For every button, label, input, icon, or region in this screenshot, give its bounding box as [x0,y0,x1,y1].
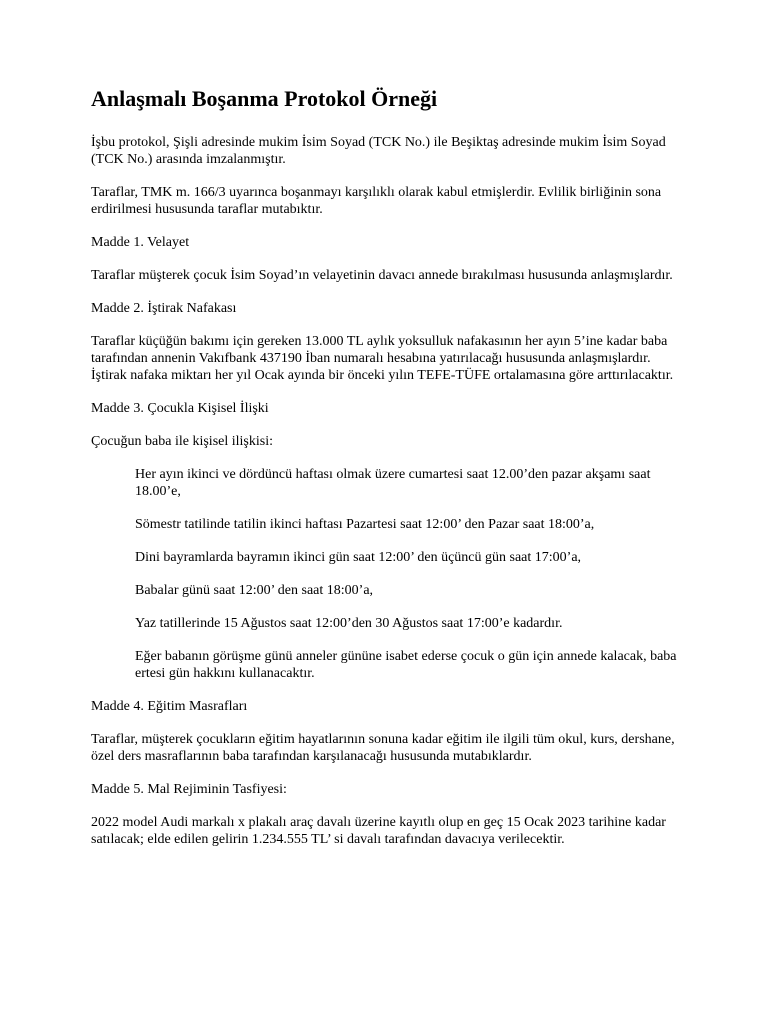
madde-5-heading: Madde 5. Mal Rejiminin Tasfiyesi: [91,782,287,797]
visitation-item: Eğer babanın görüşme günü anneler gününe isabet ederse çocuk o gün için annede kalacak, baba ertesi gün hakkını kullanacaktır. [135,649,677,681]
intro-paragraph: İşbu protokol, Şişli adresinde mukim İsim Soyad (TCK No.) ile Beşiktaş adresinde mukim İsim Soyad (TCK No.) arasında imzalanmıştır. [91,135,666,167]
document-page [91,84,681,864]
madde-2-heading: Madde 2. İştirak Nafakası [91,301,237,316]
madde-3-heading: Madde 3. Çocukla Kişisel İlişki [91,401,269,416]
visitation-item: Her ayın ikinci ve dördüncü haftası olmak üzere cumartesi saat 12.00’den pazar akşamı saat 18.00’e, [135,467,651,499]
madde-2-text: Taraflar küçüğün bakımı için gereken 13.000 TL aylık yoksulluk nafakasının her ayın 5’ine kadar baba tarafından annenin Vakıfbank 437190 İban numaralı hesabına yatırılacağı hususunda anlaşmışlardır. İştirak nafaka miktarı her yıl Ocak ayında bir önceki yılın TEFE-TÜFE ortalamasına göre arttırılacaktır. [91,334,674,383]
madde-1-text: Taraflar müşterek çocuk İsim Soyad’ın velayetinin davacı annede bırakılması hususunda anlaşmışlardır. [91,268,673,283]
document-title: Anlaşmalı Boşanma Protokol Örneği [91,86,438,111]
madde-4-text: Taraflar, müşterek çocukların eğitim hayatlarının sonuna kadar eğitim ile ilgili tüm okul, kurs, dershane, özel ders masraflarının baba tarafından karşılanacağı hususunda mutabıklardır. [91,732,675,764]
agreement-paragraph: Taraflar, TMK m. 166/3 uyarınca boşanmayı karşılıklı olarak kabul etmişlerdir. Evlilik birliğinin sona erdirilmesi hususunda taraflar mutabıktır. [91,185,662,217]
visitation-item: Dini bayramlarda bayramın ikinci gün saat 12:00’ den üçüncü gün saat 17:00’a, [135,550,582,565]
madde-5-text: 2022 model Audi markalı x plakalı araç davalı üzerine kayıtlı olup en geç 15 Ocak 2023 tarihine kadar satılacak; elde edilen gelirin 1.234.555 TL’ si davalı tarafından davacıya verilecektir. [91,815,666,847]
visitation-item: Yaz tatillerinde 15 Ağustos saat 12:00’den 30 Ağustos saat 17:00’e kadardır. [135,616,563,631]
visitation-item: Babalar günü saat 12:00’ den saat 18:00’a, [135,583,374,598]
madde-4-heading: Madde 4. Eğitim Masrafları [91,699,248,714]
visitation-item: Sömestr tatilinde tatilin ikinci haftası Pazartesi saat 12:00’ den Pazar saat 18:00’a, [135,517,595,532]
madde-3-lead: Çocuğun baba ile kişisel ilişkisi: [91,434,273,449]
madde-1-heading: Madde 1. Velayet [91,235,190,250]
